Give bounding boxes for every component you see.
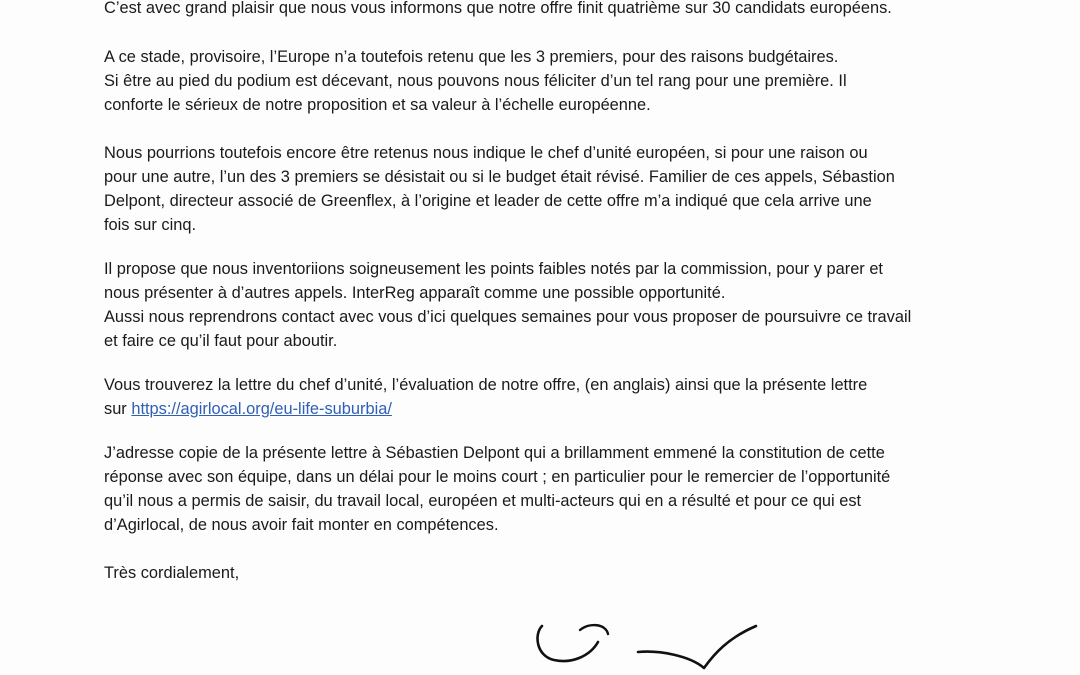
letter-line: Aussi nous reprendrons contact avec vous d’ici quelques semaines pour vous proposer de poursuivre ce travail xyxy=(104,308,912,326)
letter-line: pour une autre, l’un des 3 premiers se désistait ou si le budget était révisé. Familier de ces appels, Sébastion xyxy=(104,168,895,186)
letter-line: Si être au pied du podium est décevant, nous pouvons nous féliciter d’un tel rang pour une première. Il xyxy=(104,72,847,90)
letter-line: qu’il nous a permis de saisir, du travail local, européen et multi-acteurs qui en a résulté et pour ce qui est xyxy=(104,492,862,510)
letter-line: réponse avec son équipe, dans un délai pour le moins court ; en particulier pour le remercier de l’opportunité xyxy=(104,468,891,486)
letter-line: d’Agirlocal, de nous avoir fait monter en compétences. xyxy=(104,516,499,534)
letter-line: conforte le sérieux de notre proposition et sa valeur à l’échelle européenne. xyxy=(104,96,651,114)
letter-line: Nous pourrions toutefois encore être retenus nous indique le chef d’unité européen, si pour une raison ou xyxy=(104,144,868,162)
signature xyxy=(520,604,780,675)
letter-line: Delpont, directeur associé de Greenflex, à l’origine et leader de cette offre m’a indiqué que cela arrive une xyxy=(104,192,872,210)
link-line xyxy=(104,399,392,419)
letter-line: C’est avec grand plaisir que nous vous informons que notre offre finit quatrième sur 30 candidats européens. xyxy=(104,0,892,17)
letter-line: et faire ce qu’il faut pour aboutir. xyxy=(104,332,338,350)
suburbia-link[interactable]: https://agirlocal.org/eu-life-suburbia/ xyxy=(131,400,392,418)
letter-line: J’adresse copie de la présente lettre à Sébastien Delpont qui a brillamment emmené la constitution de cette xyxy=(104,444,885,462)
letter-line: A ce stade, provisoire, l’Europe n’a toutefois retenu que les 3 premiers, pour des raisons budgétaires. xyxy=(104,48,839,66)
letter-line: fois sur cinq. xyxy=(104,216,197,234)
letter-line: Il propose que nous inventoriions soigneusement les points faibles notés par la commission, pour y parer et xyxy=(104,260,883,278)
letter-line: nous présenter à d’autres appels. InterReg apparaît comme une possible opportunité. xyxy=(104,284,726,302)
letter-line: Vous trouverez la lettre du chef d’unité, l’évaluation de notre offre, (en anglais) ainsi que la présente lettre xyxy=(104,376,868,394)
closing-line: Très cordialement, xyxy=(104,564,240,582)
link-prefix: sur xyxy=(104,400,132,418)
